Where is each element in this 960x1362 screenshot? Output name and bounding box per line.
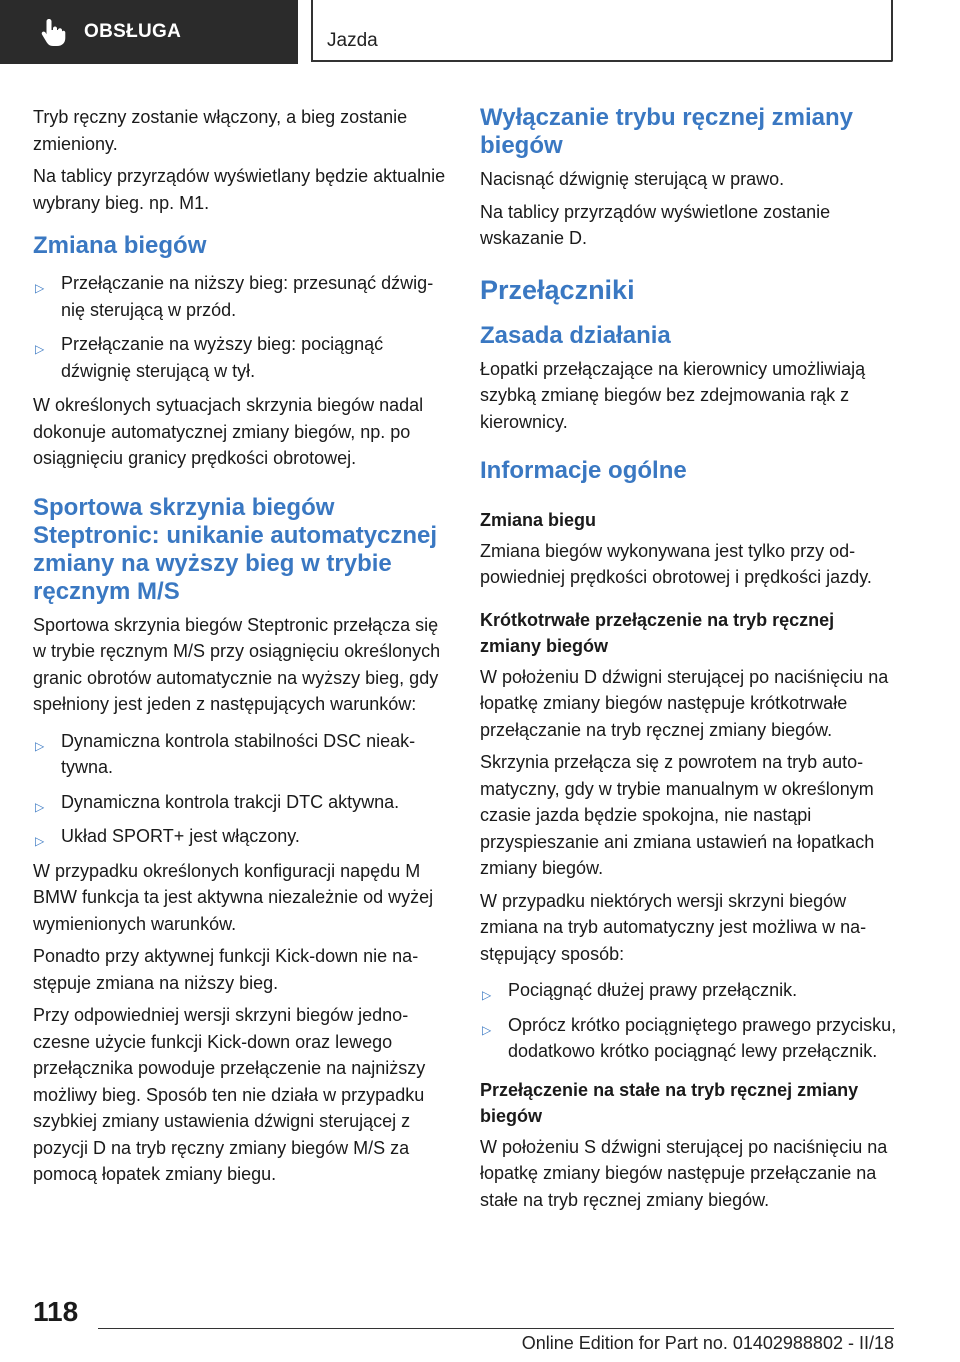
paragraph: W określonych sytuacjach skrzynia biegów nadal dokonuje automatycznej zmiany biegów, np. po osiągnięciu granicy prędkości obrotowej. bbox=[33, 395, 424, 468]
left-column bbox=[33, 104, 451, 1194]
section-tab[interactable] bbox=[0, 0, 298, 64]
paragraph: Przy odpowiedniej wersji skrzyni biegów jednoczesne użycie funkcji Kick-down oraz lewego przełącznika powoduje przełączenie na najniższy możliwy bieg. Sposób ten nie działa w przypadku szybkiej zmiany ustawienia dźwigni sterującej z pozycji D na tryb ręczny zmiany biegów M/S za pomocą łopatek zmiany biegu. bbox=[33, 1005, 426, 1184]
triangle-bullet-icon: ▷ bbox=[35, 799, 45, 814]
section-tab-label: OBSŁUGA bbox=[84, 21, 182, 42]
triangle-bullet-icon: ▷ bbox=[35, 281, 45, 295]
paragraph: W przypadku określonych konfiguracji napędu M BMW funkcja ta jest aktywna niezależnie od wyżej wymienionych warunków. bbox=[33, 860, 434, 934]
hand-pointer-icon bbox=[40, 17, 66, 47]
triangle-bullet-icon: ▷ bbox=[482, 1022, 492, 1037]
heading-przelaczniki: Przełączniki bbox=[480, 274, 635, 305]
subheading-krotkotrwale: Krótkotrwałe przełączenie na tryb ręcznej zmiany biegów bbox=[480, 609, 835, 656]
list-item: ▷ Dynamiczna kontrola trakcji DTC aktywna. bbox=[33, 789, 451, 816]
triangle-bullet-icon: ▷ bbox=[482, 988, 492, 1002]
list-item: ▷ Oprócz krótko pociągniętego prawego przycisku, dodatkowo krótko pociągnąć lewy przełącznik. bbox=[482, 1014, 897, 1061]
paragraph: Łopatki przełączające na kierownicy umożliwiają szybką zmianę biegów bez zdejmowania rąk z kierownicy. bbox=[480, 358, 866, 432]
paragraph: Na tablicy przyrządów wyświetlone zostanie wskazanie D. bbox=[480, 201, 831, 248]
triangle-bullet-icon: ▷ bbox=[35, 738, 45, 753]
chapter-title: Jazda bbox=[327, 30, 378, 51]
triangle-bullet-icon: ▷ bbox=[35, 834, 45, 848]
list-warunki bbox=[33, 728, 451, 850]
paragraph: Ponadto przy aktywnej funkcji Kick-down nie następuje zmiana na niższy bieg. bbox=[33, 946, 419, 993]
paragraph: W przypadku niektórych wersji skrzyni biegów zmiana na tryb automatyczny jest możliwa w następujący sposób: bbox=[480, 890, 867, 964]
heading-informacje-ogolne: Informacje ogólne bbox=[480, 457, 687, 484]
list-item: ▷ Dynamiczna kontrola stabilności DSC nieaktywna. bbox=[35, 730, 416, 777]
paragraph: Nacisnąć dźwignię sterującą w prawo. bbox=[480, 169, 785, 189]
paragraph: W położeniu S dźwigni sterującej po naciśnięciu na łopatkę zmiany biegów następuje przełączanie na stałe na tryb ręcznej zmiany biegów. bbox=[480, 1136, 888, 1210]
list-item: ▷ Układ SPORT+ jest włączony. bbox=[33, 823, 451, 850]
list-item: ▷ Pociągnąć dłużej prawy przełącznik. bbox=[480, 977, 898, 1004]
footer-edition: Online Edition for Part no. 01402988802 - II/18 bbox=[521, 1333, 894, 1353]
list-item: ▷ Przełączanie na niższy bieg: przesunąć dźwignię sterującą w przód. bbox=[35, 273, 434, 320]
paragraph: Skrzynia przełącza się z powrotem na tryb automatyczny, gdy w trybie manualnym w określonym czasie jazda będzie spokojna, nie nastąpi przyspieszanie ani zmiana ustawień na łopatkach zmiany biegów. bbox=[480, 752, 875, 878]
subheading-na-stale: Przełączenie na stałe na tryb ręcznej zmiany biegów bbox=[480, 1079, 859, 1126]
right-column bbox=[480, 104, 898, 1219]
heading-wylaczanie: Wyłączanie trybu ręcznej zmiany biegów bbox=[480, 104, 854, 159]
list-item: ▷ Przełączanie na wyższy bieg: pociągnąć dźwignię sterującą w tył. bbox=[35, 334, 384, 381]
subheading-zmiana-biegu: Zmiana biegu bbox=[480, 510, 597, 530]
heading-sportowa-skrzynia: Sportowa skrzynia biegów Steptronic: unikanie automatycznej zmiany na wyższy bieg w trybie ręcznym M/S bbox=[33, 493, 438, 605]
list-zmiana bbox=[33, 270, 451, 384]
paragraph: Na tablicy przyrządów wyświetlany będzie aktualnie wybrany bieg. np. M1. bbox=[33, 166, 446, 213]
paragraph: Tryb ręczny zostanie włączony, a bieg zostanie zmieniony. bbox=[33, 107, 408, 154]
list-tryb-automatyczny bbox=[480, 977, 898, 1065]
paragraph: Zmiana biegów wykonywana jest tylko przy odpowiedniej prędkości obrotowej i prędkości jazdy. bbox=[480, 540, 872, 587]
paragraph: Sportowa skrzynia biegów Steptronic przełącza się w trybie ręcznym M/S przy osiągnięciu określonych granic obrotów automatycznie na wyższy bieg, gdy spełniony jest jeden z następujących warunków: bbox=[33, 614, 441, 714]
chapter-header bbox=[311, 0, 893, 62]
paragraph: W położeniu D dźwigni sterującej po naciśnięciu na łopatkę zmiany biegów następuje krótkotrwałe przełączanie na tryb ręcznej zmiany biegów. bbox=[480, 666, 889, 740]
page-number: 118 bbox=[33, 1296, 79, 1327]
triangle-bullet-icon: ▷ bbox=[35, 342, 45, 356]
heading-zasada-dzialania: Zasada działania bbox=[480, 321, 671, 349]
heading-zmiana-biegow: Zmiana biegów bbox=[33, 232, 207, 259]
footer-divider bbox=[98, 1328, 894, 1329]
